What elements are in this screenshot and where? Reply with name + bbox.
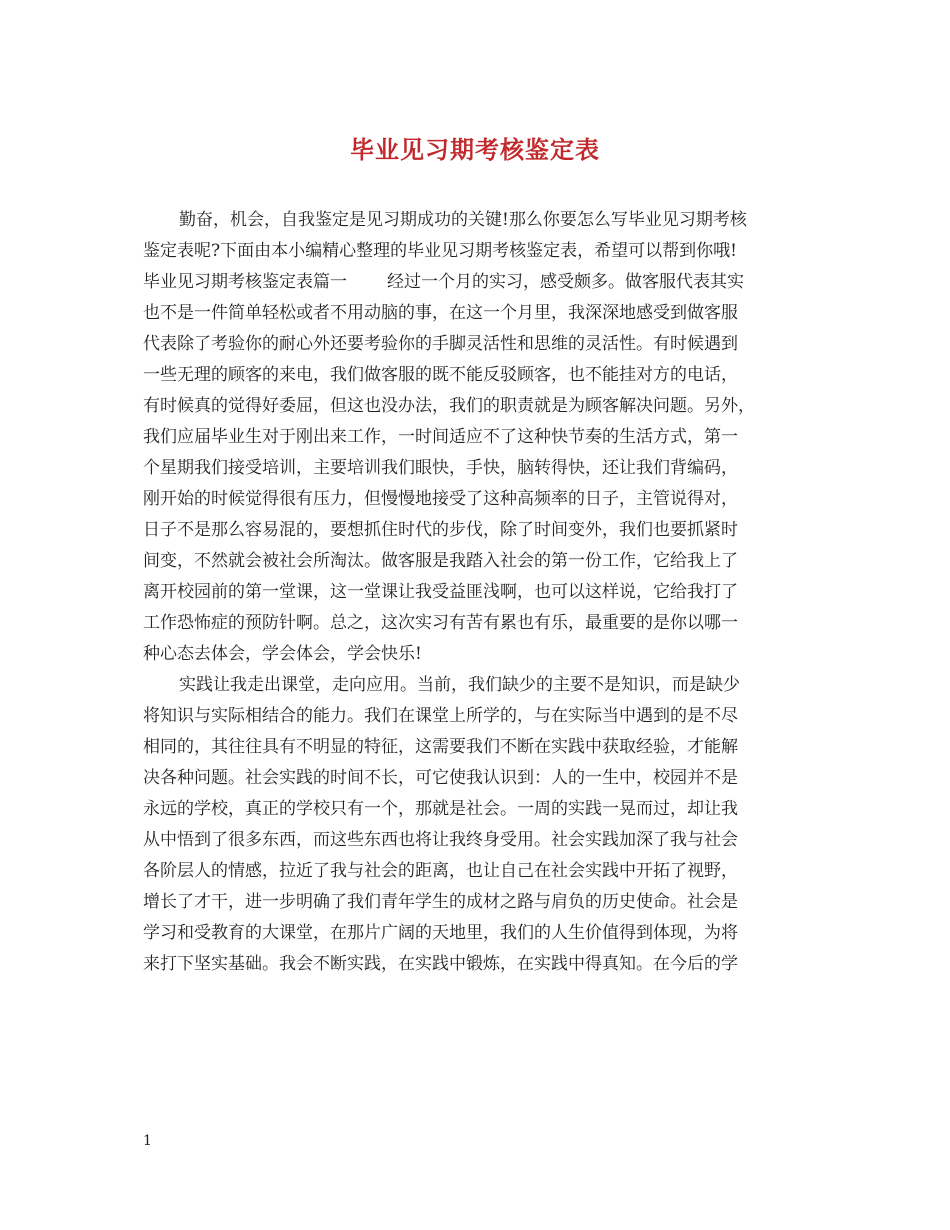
text-line: 将知识与实际相结合的能力。我们在课堂上所学的，与在实际当中遇到的是不尽 [143,706,738,726]
text-line: 代表除了考验你的耐心外还要考验你的手脚灵活性和思维的灵活性。有时候遇到 [143,334,738,354]
text-line: 个星期我们接受培训，主要培训我们眼快，手快，脑转得快，还让我们背编码， [143,458,738,478]
text-line: 离开校园前的第一堂课，这一堂课让我受益匪浅啊，也可以这样说，它给我打了 [143,582,738,602]
section-heading: 毕业见习期考核鉴定表篇一 [143,272,347,292]
document-body [143,205,833,980]
text-line: 日子不是那么容易混的，要想抓住时代的步伐，除了时间变外，我们也要抓紧时 [143,520,738,540]
text-line: 也不是一件简单轻松或者不用动脑的事，在这一个月里，我深深地感受到做客服 [143,303,738,323]
text-line: 鉴定表呢?下面由本小编精心整理的毕业见习期考核鉴定表，希望可以帮到你哦! [143,241,737,261]
text-line-heading [143,267,833,298]
text-line: 种心态去体会，学会体会，学会快乐! [143,644,422,664]
text-line: 学习和受教育的大课堂，在那片广阔的天地里，我们的人生价值得到体现，为将 [143,923,738,943]
text-span: 经过一个月的实习，感受颇多。做客服代表其实 [387,272,744,292]
text-line: 我们应届毕业生对于刚出来工作，一时间适应不了这种快节奏的生活方式，第一 [143,427,738,447]
page-title: 毕业见习期考核鉴定表 [350,135,600,164]
text-line: 间变，不然就会被社会所淘汰。做客服是我踏入社会的第一份工作，它给我上了 [143,551,738,571]
text-line: 增长了才干，进一步明确了我们青年学生的成材之路与肩负的历史使命。社会是 [143,892,738,912]
text-line: 各阶层人的情感，拉近了我与社会的距离，也让自己在社会实践中开拓了视野， [143,861,738,881]
text-line: 来打下坚实基础。我会不断实践，在实践中锻炼，在实践中得真知。在今后的学 [143,954,738,974]
text-line: 勤奋，机会，自我鉴定是见习期成功的关键!那么你要怎么写毕业见习期考核 [179,210,747,230]
text-line: 相同的，其往往具有不明显的特征，这需要我们不断在实践中获取经验，才能解 [143,737,738,757]
text-line: 工作恐怖症的预防针啊。总之，这次实习有苦有累也有乐，最重要的是你以哪一 [143,613,738,633]
text-line: 一些无理的顾客的来电，我们做客服的既不能反驳顾客，也不能挂对方的电话， [143,365,738,385]
text-line: 刚开始的时候觉得很有压力，但慢慢地接受了这种高频率的日子，主管说得对， [143,489,738,509]
text-line: 永远的学校，真正的学校只有一个，那就是社会。一周的实践一晃而过，却让我 [143,799,738,819]
text-line: 实践让我走出课堂，走向应用。当前，我们缺少的主要不是知识，而是缺少 [179,675,740,695]
page-number: 1 [143,1133,152,1149]
text-line: 决各种问题。社会实践的时间不长，可它使我认识到：人的一生中，校园并不是 [143,768,738,788]
text-line: 有时候真的觉得好委屈，但这也没办法，我们的职责就是为顾客解决问题。另外， [143,396,755,416]
text-line: 从中悟到了很多东西，而这些东西也将让我终身受用。社会实践加深了我与社会 [143,830,738,850]
